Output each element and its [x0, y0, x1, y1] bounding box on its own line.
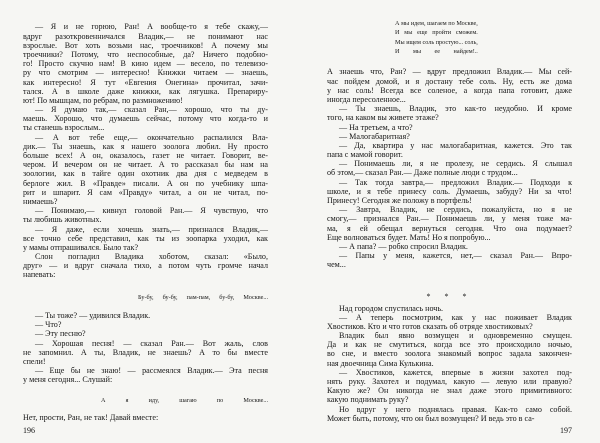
text-line: — Да, квартира у нас малогабаритная, кажется. Это так	[339, 140, 572, 150]
text-line: напевать:	[23, 270, 56, 280]
text-line: Принесу! Сегодня же положу в портфель!	[327, 196, 472, 206]
text-line: — Понимаю,— кивнул головой Ран.— Я чувствую, что	[35, 206, 268, 216]
text-line: — А папа? — робко спросил Владик.	[339, 241, 468, 251]
text-line: — Хвостиков, кажется, впервые в жизни захотел под-	[339, 367, 572, 377]
text-line: час пойдем домой, и я достану тебе соль. Ну, есть же дома	[327, 76, 572, 86]
text-line: ру что смотрим — интересно! Книжки читаем — знаешь,	[23, 68, 268, 78]
paragraph	[23, 320, 268, 329]
text-line: Может быть, потому, что он был возмущен? И ведь это в са-	[327, 413, 535, 423]
text-line: школе, и я тебе принесу соль. Думаешь, забуду? Ни за что!	[327, 186, 572, 196]
paragraph	[327, 242, 572, 251]
text-line: все точно себе представил, как ты из зоопарка уходил, как	[23, 233, 268, 243]
paragraph	[23, 133, 268, 207]
text-line: — Еще бы не знаю! — рассмеялся Владик.— Эта песня	[35, 366, 268, 376]
text-line: Да и как не смутиться, когда все это происходило ночью,	[327, 340, 572, 350]
text-line: не запомнил. А ты, Владик, не знаешь? А то бы вместе	[23, 347, 268, 357]
text-line: го! Просто скучно нам! В кино идем — весело, по телевизо-	[23, 59, 268, 69]
right-page	[300, 0, 600, 443]
text-line: смогу,— признался Ран.— Понимаешь ли, у меня тоже ма-	[327, 214, 572, 224]
text-line: папа с мамой говорит.	[327, 150, 403, 160]
text-line: ная двоечница Сима Кулькина.	[327, 358, 434, 368]
verse-line: А мы идем, шагаем по Москве,	[395, 20, 478, 27]
song-verse	[23, 396, 268, 405]
page-number-left: 196	[23, 426, 35, 435]
text-line: — Малогабаритная?	[339, 131, 410, 141]
paragraph	[23, 105, 268, 133]
verse-line: И мы ее найдем!..	[395, 48, 478, 56]
paragraph	[327, 141, 572, 159]
paragraph	[23, 413, 268, 422]
text-line: — А теперь посмотрим, как у нас поживает Владик	[339, 312, 572, 322]
text-line: тался. А в школе даже книжки, как лягушка. Препариру-	[23, 86, 268, 96]
text-line: — Я думаю так,— сказал Ран,— хорошо, что ты ду-	[35, 105, 268, 115]
text-line: рит и шпарит. Я сам «Правду» читал, а он не читал, по-	[23, 187, 268, 197]
paragraph	[23, 22, 268, 105]
text-line: зоологии, как в тайге один охотник два дня с медведем в	[23, 169, 268, 179]
text-line: — А вот тебе еще,— окончательно распалился Вла-	[35, 132, 268, 142]
text-line: спели!	[23, 356, 46, 366]
paragraph	[327, 132, 572, 141]
section-break-stars: * * *	[426, 291, 473, 301]
text-line: у нас соль! Всегда все соленое, а когда папа готовит, даже	[327, 85, 572, 95]
text-line: Еще волноваться будет. Мать! Но я попробую...	[327, 232, 491, 242]
text-line: об этом,— сказал Ран.— Даже полные люди с трудом...	[327, 168, 518, 178]
text-line: — Хорошая песня! — сказал Ран.— Вот жаль, слов	[35, 338, 268, 348]
song-verse	[23, 293, 268, 302]
paragraph	[327, 104, 572, 122]
text-line: иногда пересоленное...	[327, 94, 406, 104]
text-line: какую поднимать руку?	[327, 395, 409, 405]
text-line: берлоге жил. В «Правде» писали. А он по учебнику шпа-	[23, 178, 268, 188]
text-line: — Ты знаешь, Владик, это как-то неудобно. И кроме	[339, 104, 572, 114]
text-line: нять руку. Захотел и подумал, какую — левую или правую?	[327, 377, 572, 387]
text-line: троечники? Потому, что неспособные, да? Ничего подобно-	[23, 49, 268, 59]
right-page-text	[327, 67, 572, 423]
text-line: — Я и не горюю, Ран! А вообще-то я тебе скажу,—	[35, 22, 268, 32]
paragraph	[23, 366, 268, 384]
text-line: Над городом спустилась ночь.	[339, 303, 444, 313]
paragraph	[23, 329, 268, 338]
text-line: у меня сегодня... Слушай:	[23, 375, 113, 385]
text-line: Хвостиков. Кто и что готов сказать об отряде хвостиковых?	[327, 321, 533, 331]
paragraph	[327, 304, 572, 313]
text-line: чем...	[327, 260, 346, 270]
text-line: А знаешь что, Ран? — вдруг предложил Владик.— Мы сей-	[327, 67, 572, 77]
text-line: — Завтра, Владик, не сердись, пожалуйста, но я не	[339, 205, 572, 215]
text-line: ма, я ей обещал вернуться сегодня. Что она подумает?	[327, 223, 572, 233]
text-line: — Ты тоже? — удивился Владик.	[35, 311, 151, 321]
text-line: больше всех! А он, оказалось, газет не читает. Говорит, ве-	[23, 151, 268, 161]
paragraph	[23, 206, 268, 224]
text-line: Слон погладил Владика хоботом, сказал: «Было,	[35, 252, 268, 262]
paragraph	[327, 368, 572, 405]
paragraph	[327, 251, 572, 269]
text-line: Какую же? Он никогда не знал даже этого примитивного:	[327, 386, 572, 396]
text-line: ты станешь взрослым...	[23, 123, 105, 133]
text-line: — Папы у меня, кажется, нет,— сказал Ран.— Впро-	[339, 251, 572, 261]
paragraph	[23, 252, 268, 280]
text-line: чером. И вечером он не читает. А то рассказал бы нам на	[23, 160, 268, 170]
paragraph	[327, 159, 572, 177]
verse-line: А я иду, шагаю по Москве...	[101, 396, 268, 404]
text-line: — Так тогда завтра,— предложил Владик.— Подходи к	[339, 177, 572, 187]
page-number-right: 197	[560, 426, 572, 435]
text-line: у мамы отпрашивался. Было так?	[23, 242, 139, 252]
text-line: как интересно! Я тут «Евгения Онегина» прочитал, зачи-	[23, 77, 268, 87]
paragraph	[327, 67, 572, 104]
text-line: того, на каком вы живете этаже?	[327, 113, 439, 123]
text-line: взрослые. Вот хоть возьми нас, троечников! А почему мы	[23, 40, 268, 50]
text-line: ют! По мышцам, по ребрам, по размножению!	[23, 95, 183, 105]
paragraph	[327, 205, 572, 242]
paragraph	[327, 123, 572, 132]
text-line: во сне, и вместо зоолога знакомый вопрос задала закончен-	[327, 349, 572, 359]
text-line: маешь. Хорошо, что думаешь сейчас, потому что когда-то и	[23, 114, 268, 124]
paragraph	[327, 405, 572, 423]
text-line: Но вдруг у него поднялась правая. Как-то само собой.	[339, 404, 572, 414]
verse-line: Бу-бу, бу-бу, пам-пам, бу-бу, Москве...	[138, 293, 268, 301]
paragraph	[23, 339, 268, 367]
text-line: вдруг разоткровенничался Владик,— не понимают нас	[23, 31, 268, 41]
text-line: нимаешь?	[23, 196, 58, 206]
verse-line: Мы ищем соль простую... соль,	[395, 38, 478, 46]
text-line: дик.— Ты знаешь, как я нашего зоолога любил. Ну просто	[23, 141, 268, 151]
text-line: — Эту песню?	[35, 329, 86, 339]
text-line: Владик был явно возмущен и одновременно смущен.	[339, 331, 572, 341]
paragraph	[327, 313, 572, 331]
paragraph	[23, 225, 268, 253]
verse-line: И мы еще пройти сможем.	[395, 29, 478, 37]
text-line: — Я даже, если хочешь знать,— признался Владик,—	[35, 224, 268, 234]
text-line: ты любишь животных.	[23, 215, 102, 225]
text-line: — Что?	[35, 320, 62, 330]
paragraph	[327, 178, 572, 206]
text-line: — Понимаешь ли, я не пролезу, не сердись. Я слышал	[339, 159, 572, 169]
paragraph	[23, 311, 268, 320]
text-line: Нет, прости, Ран, не так! Давай вместе:	[23, 412, 159, 422]
left-page-text	[23, 22, 268, 422]
text-line: друг» — и вдруг сначала тихо, а потом чуть громче начал	[23, 261, 268, 271]
song-verse	[395, 19, 478, 57]
paragraph	[327, 331, 572, 368]
text-line: — На третьем, а что?	[339, 122, 413, 132]
